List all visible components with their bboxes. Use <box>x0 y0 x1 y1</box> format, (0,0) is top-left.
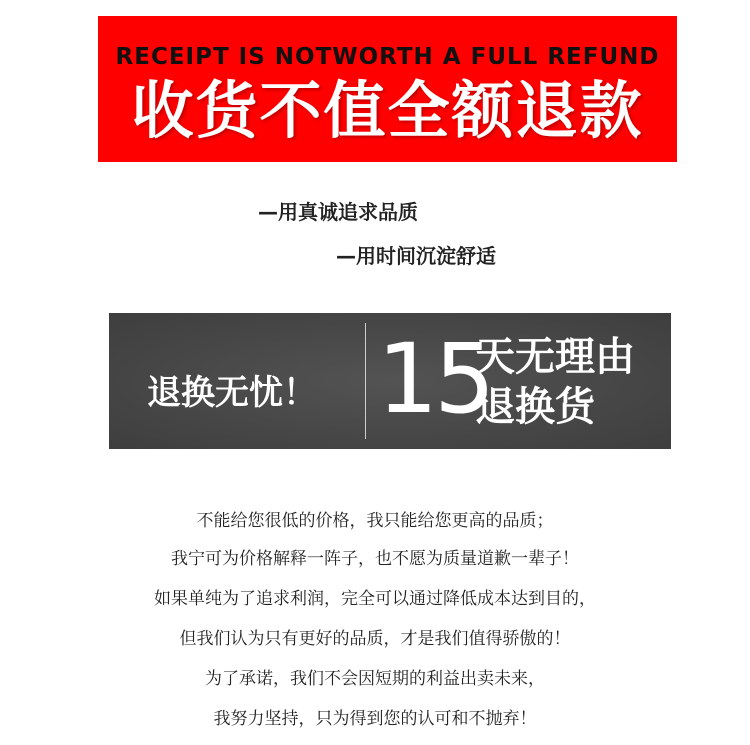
paragraph-line: 不能给您很低的价格，我只能给您更高的品质； <box>196 511 554 531</box>
banner-english-title: RECEIPT IS NOTWORTH A FULL REFUND <box>115 44 660 70</box>
slogan-quality: —用真诚追求品质 <box>258 200 418 224</box>
paragraph-line: 我宁可为价格解释一阵子，也不愿为质量道歉一辈子！ <box>171 549 579 569</box>
no-reason-text: 天无理由 <box>475 334 635 380</box>
paragraph-line: 我努力坚持，只为得到您的认可和不抛弃！ <box>213 709 537 729</box>
paragraph-line: 但我们认为只有更好的品质，才是我们值得骄傲的！ <box>179 629 571 649</box>
refund-policy-banner <box>98 16 677 162</box>
banner-divider <box>365 323 366 439</box>
return-days-number: 15 <box>377 323 492 435</box>
paragraph-line: 如果单纯为了追求利润，完全可以通过降低成本达到目的， <box>154 589 596 609</box>
paragraph-line: 为了承诺，我们不会因短期的利益出卖未来， <box>205 669 545 689</box>
worry-free-return-text: 退换无忧！ <box>147 373 317 413</box>
return-guarantee-banner <box>109 313 671 449</box>
slogan-comfort: —用时间沉淀舒适 <box>336 244 496 268</box>
return-exchange-text: 退换货 <box>475 384 595 430</box>
banner-chinese-title: 收货不值全额退款 <box>131 74 644 147</box>
